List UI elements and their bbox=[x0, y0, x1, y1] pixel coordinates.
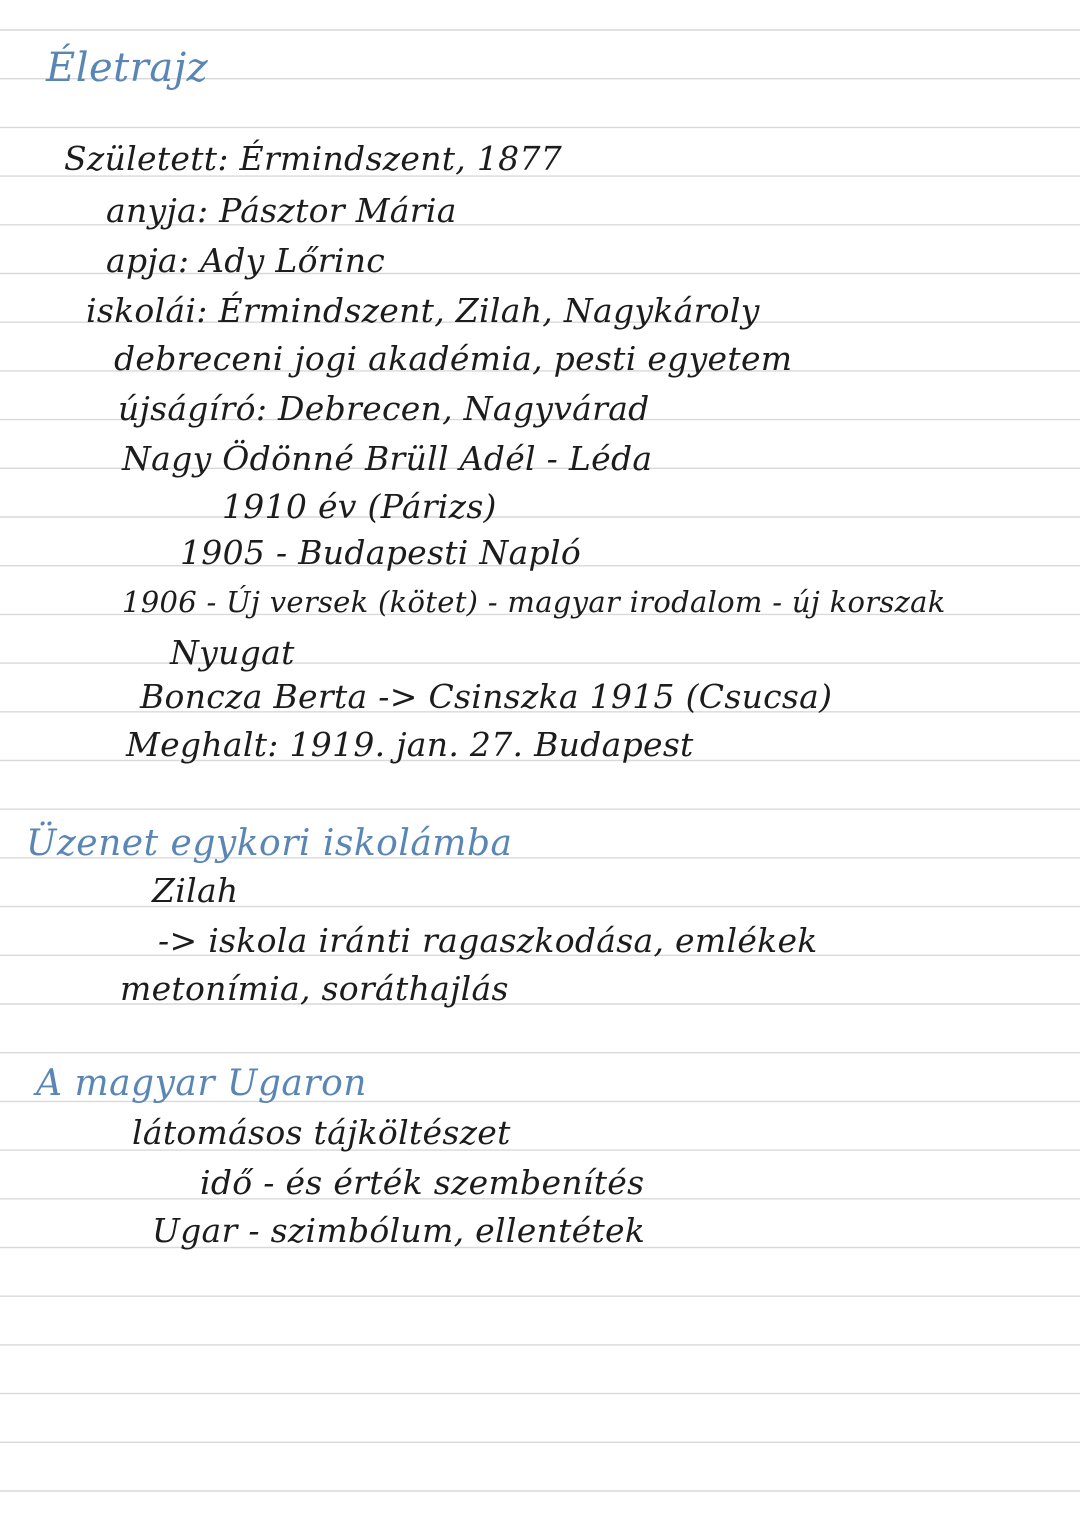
nyugat-line: Nyugat bbox=[170, 633, 295, 672]
naplo-line: 1905 - Budapesti Napló bbox=[180, 533, 582, 572]
death-line: Meghalt: 1919. jan. 27. Budapest bbox=[126, 725, 694, 764]
university-line: debreceni jogi akadémia, pesti egyetem bbox=[114, 339, 793, 378]
landscape-line: látomásos tájköltészet bbox=[132, 1113, 511, 1152]
attachment-line: -> iskola iránti ragaszkodása, emlékek bbox=[158, 921, 818, 960]
father-line: apja: Ady Lőrinc bbox=[106, 241, 386, 280]
school-poem-heading: Üzenet egykori iskolámba bbox=[26, 823, 513, 864]
paris-line: 1910 év (Párizs) bbox=[222, 487, 497, 526]
uj-versek-line: 1906 - Új versek (kötet) - magyar irodalom - új korszak bbox=[122, 585, 946, 619]
csinszka-line: Boncza Berta -> Csinszka 1915 (Csucsa) bbox=[140, 677, 833, 716]
metonymy-line: metonímia, soráthajlás bbox=[120, 969, 509, 1008]
mother-line: anyja: Pásztor Mária bbox=[106, 191, 457, 230]
journalist-line: újságíró: Debrecen, Nagyvárad bbox=[118, 389, 650, 428]
ugar-poem-heading: A magyar Ugaron bbox=[36, 1063, 367, 1104]
time-value-line: idő - és érték szembenítés bbox=[200, 1163, 645, 1202]
zilah-line: Zilah bbox=[152, 871, 239, 910]
birth-line: Született: Érmindszent, 1877 bbox=[64, 139, 563, 178]
biography-heading: Életrajz bbox=[46, 45, 209, 91]
leda-line: Nagy Ödönné Brüll Adél - Léda bbox=[122, 439, 653, 478]
symbol-line: Ugar - szimbólum, ellentétek bbox=[152, 1211, 646, 1250]
schools-line: iskolái: Érmindszent, Zilah, Nagykároly bbox=[86, 291, 760, 330]
